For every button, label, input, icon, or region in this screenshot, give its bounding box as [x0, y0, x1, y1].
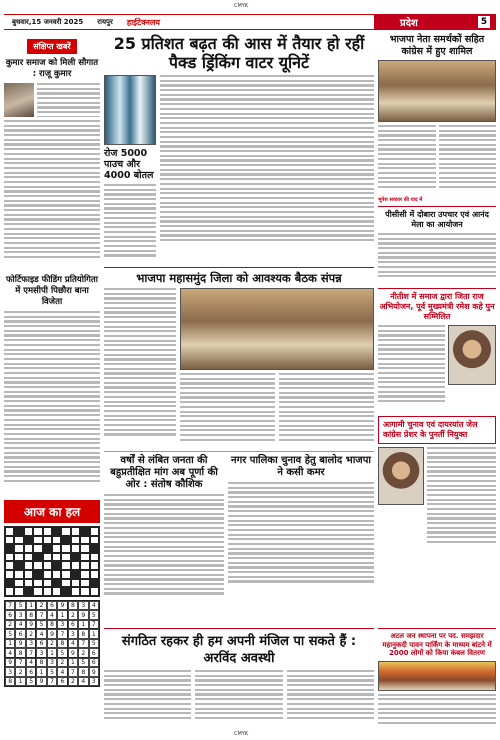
- sudoku-cell: 7: [5, 601, 15, 611]
- sudoku-cell: 6: [26, 667, 36, 677]
- right-story5-body: [378, 694, 496, 728]
- sudoku-cell: 1: [5, 639, 15, 649]
- sudoku-cell: 6: [89, 658, 99, 668]
- sudoku-cell: 4: [47, 610, 57, 620]
- sudoku-cell: 7: [89, 620, 99, 630]
- right-story3-body: [378, 325, 445, 413]
- sudoku-cell: 2: [68, 677, 78, 687]
- sudoku-cell: 5: [78, 658, 88, 668]
- sudoku-cell: 7: [47, 677, 57, 687]
- cmyk-mark-bottom: CMYK: [234, 731, 249, 737]
- lead-left-text: [104, 184, 156, 264]
- brief-news-tag: संक्षिप्त खबरें: [27, 39, 76, 54]
- sudoku-cell: 1: [57, 610, 67, 620]
- sudoku-solution-grid: [4, 600, 100, 688]
- sudoku-cell: 7: [68, 667, 78, 677]
- story4-headline: नगर पालिका चुनाव हेतु बालोद भाजपा ने कसी कमर: [231, 455, 371, 478]
- sudoku-cell: 4: [68, 639, 78, 649]
- story5-headline: संगठित रहकर ही हम अपनी मंजिल पा सकते हैं : अरविंद अवस्थी: [121, 634, 357, 666]
- right-story1-col1: [378, 125, 436, 195]
- sudoku-cell: 6: [68, 620, 78, 630]
- story2-col1: [104, 288, 176, 448]
- sudoku-cell: 7: [78, 639, 88, 649]
- sudoku-cell: 3: [68, 629, 78, 639]
- story2-col2: [180, 373, 275, 448]
- sudoku-cell: 3: [5, 667, 15, 677]
- sudoku-cell: 1: [89, 629, 99, 639]
- sudoku-cell: 9: [78, 610, 88, 620]
- sudoku-cell: 6: [89, 648, 99, 658]
- sudoku-cell: 3: [15, 610, 25, 620]
- section-name: प्रदेश: [400, 18, 418, 29]
- page-number: 5: [478, 16, 490, 28]
- story2-col3: [279, 373, 374, 448]
- sudoku-cell: 4: [5, 648, 15, 658]
- right-story3-headline: नीतीश में समाज द्वारा जिता राज अभियोजन, पूर्व मुख्यमंत्री रमेश कहे पुन सम्मिलित: [379, 292, 495, 321]
- sudoku-cell: 1: [68, 658, 78, 668]
- sudoku-cell: 2: [15, 667, 25, 677]
- sudoku-cell: 8: [47, 620, 57, 630]
- sudoku-cell: 2: [26, 629, 36, 639]
- lead-body-text: [160, 75, 374, 253]
- sudoku-cell: 8: [26, 610, 36, 620]
- congress-joining-photo: [378, 60, 496, 122]
- sudoku-cell: 9: [57, 601, 67, 611]
- right-story4-body: [427, 447, 496, 557]
- bjp-meeting-photo: [180, 288, 374, 370]
- story3-body: [104, 494, 224, 602]
- sudoku-cell: 3: [36, 648, 46, 658]
- sidebar-story1-headline: कुमार समाज को मिली सौगात : राजू कुमार: [5, 58, 99, 79]
- story2-headline: भाजपा महासमुंद जिला को आवश्यक बैठक संपन्न: [136, 271, 342, 285]
- story5-col2: [195, 670, 282, 728]
- photo-caption: भूपेश सरकार की याद में: [378, 197, 423, 203]
- right-story2-body: [378, 233, 496, 285]
- paper-brand: हाईटेक्नलय: [126, 17, 161, 27]
- sudoku-cell: 8: [57, 639, 67, 649]
- sudoku-cell: 5: [15, 601, 25, 611]
- sudoku-cell: 5: [26, 677, 36, 687]
- sudoku-cell: 5: [47, 667, 57, 677]
- sudoku-cell: 4: [78, 677, 88, 687]
- story5-col1: [104, 670, 191, 728]
- story3-headline: वर्षों से लंबित जनता की बहुप्रतीक्षित मांग अब पूर्णा की ओर : संतोष कौशिक: [110, 455, 218, 490]
- sudoku-cell: 9: [15, 639, 25, 649]
- sudoku-cell: 4: [26, 658, 36, 668]
- appointee-portrait-photo: [378, 447, 424, 505]
- sudoku-cell: 7: [15, 658, 25, 668]
- sudoku-cell: 3: [89, 677, 99, 687]
- sidebar-story2-body: [4, 311, 100, 496]
- story4-body: [228, 482, 374, 590]
- sudoku-cell: 8: [5, 677, 15, 687]
- sudoku-cell: 6: [5, 610, 15, 620]
- page-header: [4, 14, 496, 30]
- sudoku-cell: 8: [78, 629, 88, 639]
- sudoku-cell: 3: [78, 601, 88, 611]
- sudoku-cell: 9: [89, 667, 99, 677]
- story5-col3: [287, 670, 374, 728]
- lead-headline: 25 प्रतिशत बढ़त की आस में तैयार हो रहीं पैक्ड ड्रिंकिंग वाटर यूनिटें: [113, 34, 365, 72]
- sudoku-cell: 6: [57, 677, 67, 687]
- sidebar-story2-headline: फोर्टिफाइड फीडिंग प्रतियोगिता में एमसीपी पिछौरा बाना विजेता: [6, 275, 98, 307]
- brief-news-column: [4, 34, 100, 734]
- section-banner: [374, 14, 496, 30]
- bottom-left-story: [104, 628, 374, 728]
- sudoku-cell: 9: [36, 677, 46, 687]
- crossword-grid: [4, 526, 100, 597]
- header-left: [4, 14, 374, 30]
- sudoku-cell: 6: [15, 629, 25, 639]
- sudoku-cell: 2: [36, 601, 46, 611]
- lead-left-col: [104, 75, 156, 264]
- sudoku-cell: 9: [26, 620, 36, 630]
- sudoku-cell: 7: [57, 629, 67, 639]
- sudoku-cell: 6: [47, 601, 57, 611]
- cmyk-mark-top: CMYK: [234, 3, 249, 9]
- right-story5-headline: अटल जन स्थापना पर पद. समझदार महानुकदी पावन पार्किंग के माध्यम बांटने में 2000 लोगों को किया कंबल वितरण: [382, 632, 492, 657]
- sudoku-cell: 2: [57, 658, 67, 668]
- sudoku-cell: 4: [57, 667, 67, 677]
- sidebar-story1-photo: [4, 83, 34, 117]
- sudoku-cell: 5: [89, 610, 99, 620]
- main-news-column: [104, 34, 374, 602]
- sudoku-cell: 9: [5, 658, 15, 668]
- todays-solution-tag: आज का हल: [4, 500, 100, 523]
- right-story1-headline: भाजपा नेता समर्थकों सहित कांग्रेस में हुए शामिल: [389, 34, 485, 57]
- sudoku-cell: 8: [68, 601, 78, 611]
- water-bottle-photo: [104, 75, 156, 145]
- sudoku-cell: 8: [36, 658, 46, 668]
- issue-date: बुधवार,15 जनवरी 2025: [12, 17, 84, 26]
- sudoku-cell: 4: [15, 620, 25, 630]
- sudoku-cell: 9: [47, 629, 57, 639]
- sudoku-cell: 1: [78, 620, 88, 630]
- sudoku-cell: 3: [26, 639, 36, 649]
- sudoku-cell: 2: [5, 620, 15, 630]
- bottom-right-story: [378, 628, 496, 728]
- sudoku-cell: 4: [89, 601, 99, 611]
- sudoku-cell: 3: [57, 620, 67, 630]
- sudoku-cell: 4: [36, 629, 46, 639]
- right-story1-col2: [439, 125, 497, 195]
- sudoku-cell: 1: [36, 667, 46, 677]
- sudoku-cell: 2: [68, 610, 78, 620]
- sudoku-cell: 1: [15, 677, 25, 687]
- city-name: रायपुर: [97, 17, 113, 26]
- sudoku-cell: 5: [5, 629, 15, 639]
- sudoku-cell: 5: [57, 648, 67, 658]
- sidebar-story1-body: [4, 120, 100, 270]
- sudoku-cell: 5: [36, 620, 46, 630]
- right-story4-headline: आगामी चुनाव एवं दायरयांत जेल कांग्रेस प्रेशर के पुनर्ती नियुक्त: [378, 416, 496, 444]
- sudoku-cell: 6: [36, 639, 46, 649]
- leader-portrait-photo: [448, 325, 496, 385]
- sudoku-cell: 8: [78, 667, 88, 677]
- sudoku-cell: 5: [89, 639, 99, 649]
- right-news-column: [378, 34, 496, 557]
- blanket-distribution-photo: [378, 661, 496, 691]
- sudoku-cell: 1: [26, 601, 36, 611]
- sudoku-cell: 8: [15, 648, 25, 658]
- sudoku-cell: 9: [68, 648, 78, 658]
- sudoku-cell: 7: [26, 648, 36, 658]
- sidebar-story1-text: [37, 83, 100, 117]
- sudoku-cell: 2: [47, 639, 57, 649]
- sudoku-cell: 7: [36, 610, 46, 620]
- sudoku-cell: 3: [47, 658, 57, 668]
- right-story2-headline: पीसीसी में दोबारा उपचार एवं आनंद मेला का आयोजन: [385, 210, 489, 229]
- sudoku-cell: 2: [78, 648, 88, 658]
- lead-subheading: रोज 5000 पाउच और 4000 बोतल: [104, 148, 154, 181]
- sudoku-cell: 1: [47, 648, 57, 658]
